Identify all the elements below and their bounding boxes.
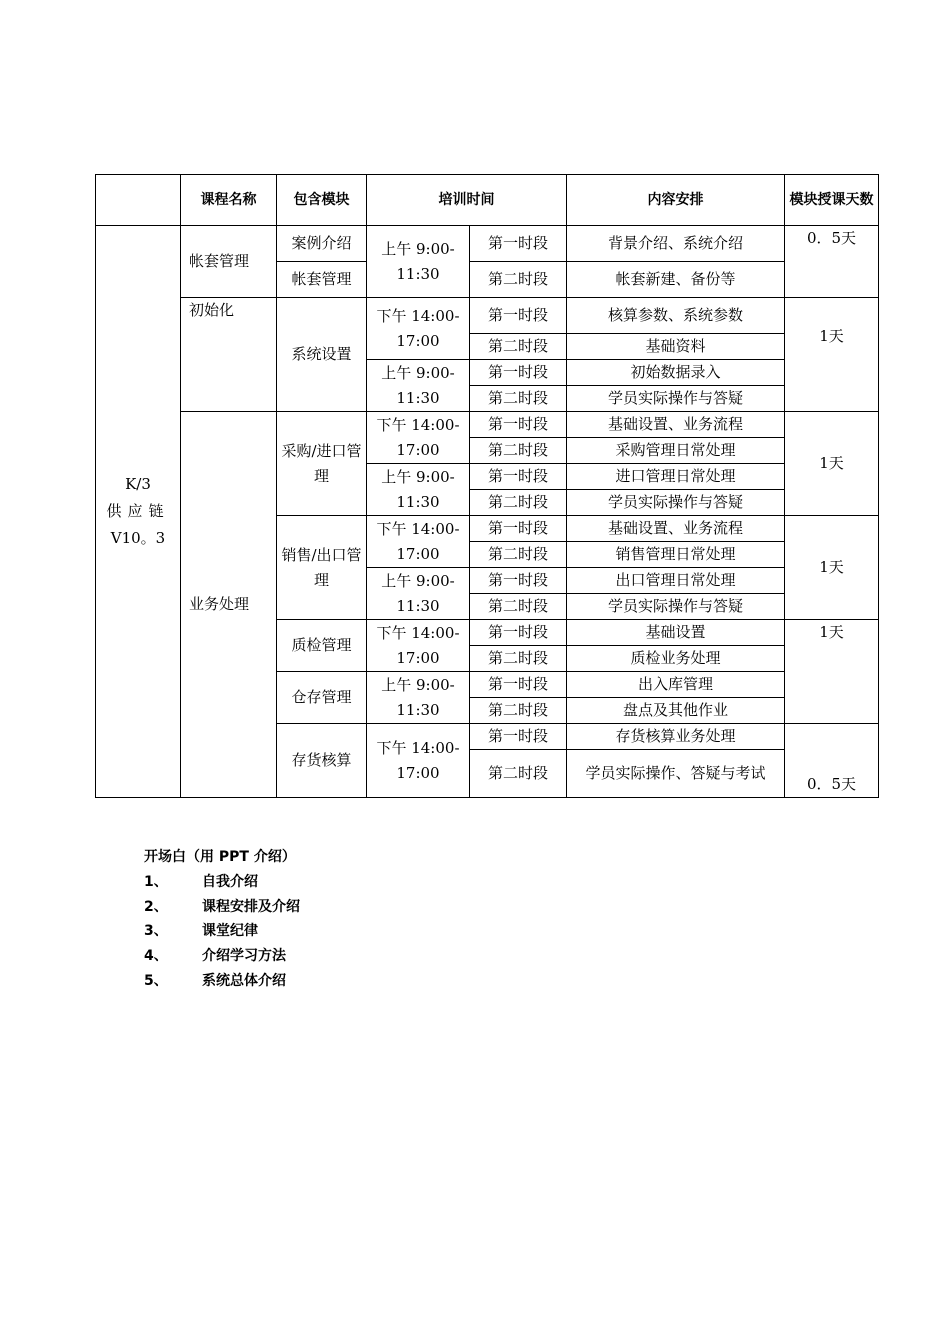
period-cell: 第一时段 xyxy=(470,620,567,646)
list-text: 课堂纪律 xyxy=(202,923,258,940)
content-cell: 学员实际操作与答疑 xyxy=(567,594,785,620)
period-cell: 第一时段 xyxy=(470,568,567,594)
list-item xyxy=(144,870,300,895)
list-item xyxy=(144,944,300,969)
period-cell: 第二时段 xyxy=(470,646,567,672)
period-cell: 第二时段 xyxy=(470,334,567,360)
content-cell: 采购管理日常处理 xyxy=(567,438,785,464)
time-cell: 下午 14:00-17:00 xyxy=(367,298,470,360)
list-item xyxy=(144,895,300,920)
content-cell: 出入库管理 xyxy=(567,672,785,698)
content-cell: 销售管理日常处理 xyxy=(567,542,785,568)
content-cell: 学员实际操作、答疑与考试 xyxy=(567,750,785,798)
time-cell: 下午 14:00-17:00 xyxy=(367,516,470,568)
period-cell: 第二时段 xyxy=(470,438,567,464)
content-cell: 背景介绍、系统介绍 xyxy=(567,226,785,262)
period-cell: 第二时段 xyxy=(470,698,567,724)
content-cell: 初始数据录入 xyxy=(567,360,785,386)
list-text: 课程安排及介绍 xyxy=(202,898,300,915)
days-cell: 1天 xyxy=(785,298,879,412)
header-training-time: 培训时间 xyxy=(367,175,567,226)
content-cell: 学员实际操作与答疑 xyxy=(567,490,785,516)
header-days: 模块授课天数 xyxy=(785,175,879,226)
content-cell: 核算参数、系统参数 xyxy=(567,298,785,334)
content-cell: 学员实际操作与答疑 xyxy=(567,386,785,412)
period-cell: 第一时段 xyxy=(470,516,567,542)
table-row xyxy=(96,298,879,334)
list-text: 系统总体介绍 xyxy=(202,972,286,989)
content-cell: 帐套新建、备份等 xyxy=(567,262,785,298)
content-cell: 基础设置 xyxy=(567,620,785,646)
module-purchase: 采购/进口管理 xyxy=(277,412,367,516)
header-course-name: 课程名称 xyxy=(181,175,277,226)
content-cell: 基础设置、业务流程 xyxy=(567,412,785,438)
list-item xyxy=(144,919,300,944)
header-row xyxy=(96,175,879,226)
list-text: 介绍学习方法 xyxy=(202,948,286,965)
module-case-intro: 案例介绍 xyxy=(277,226,367,262)
table-row xyxy=(96,412,879,438)
list-number: 4、 xyxy=(144,948,168,965)
category-account: 帐套管理 xyxy=(181,226,277,298)
content-cell: 出口管理日常处理 xyxy=(567,568,785,594)
days-cell: 1天 xyxy=(785,620,879,724)
module-sales: 销售/出口管理 xyxy=(277,516,367,620)
header-blank xyxy=(96,175,181,226)
training-schedule-table xyxy=(95,174,879,798)
time-cell: 下午 14:00-17:00 xyxy=(367,620,470,672)
list-number: 3、 xyxy=(144,923,168,940)
period-cell: 第一时段 xyxy=(470,672,567,698)
time-cell: 上午 9:00-11:30 xyxy=(367,226,470,298)
period-cell: 第二时段 xyxy=(470,542,567,568)
time-cell: 下午 14:00-17:00 xyxy=(367,412,470,464)
opening-title: 开场白（用 PPT 介绍） xyxy=(144,849,296,865)
course-line: 供应链 xyxy=(106,502,170,520)
time-cell: 上午 9:00-11:30 xyxy=(367,672,470,724)
list-number: 2、 xyxy=(144,898,168,915)
period-cell: 第二时段 xyxy=(470,490,567,516)
days-cell: 1天 xyxy=(785,412,879,516)
content-cell: 盘点及其他作业 xyxy=(567,698,785,724)
content-cell: 进口管理日常处理 xyxy=(567,464,785,490)
module-quality: 质检管理 xyxy=(277,620,367,672)
time-cell: 上午 9:00-11:30 xyxy=(367,568,470,620)
time-cell: 下午 14:00-17:00 xyxy=(367,724,470,798)
header-content: 内容安排 xyxy=(567,175,785,226)
period-cell: 第二时段 xyxy=(470,386,567,412)
table-row xyxy=(96,226,879,262)
period-cell: 第二时段 xyxy=(470,750,567,798)
module-warehouse: 仓存管理 xyxy=(277,672,367,724)
list-number: 5、 xyxy=(144,972,168,989)
course-line: V10。3 xyxy=(110,529,166,547)
period-cell: 第一时段 xyxy=(470,464,567,490)
content-cell: 存货核算业务处理 xyxy=(567,724,785,750)
period-cell: 第一时段 xyxy=(470,298,567,334)
module-system-setup: 系统设置 xyxy=(277,298,367,412)
time-cell: 上午 9:00-11:30 xyxy=(367,360,470,412)
header-modules: 包含模块 xyxy=(277,175,367,226)
category-business: 业务处理 xyxy=(181,412,277,798)
days-cell: 0．5天 xyxy=(785,226,879,298)
course-line: K/3 xyxy=(125,475,151,493)
content-cell: 基础设置、业务流程 xyxy=(567,516,785,542)
period-cell: 第一时段 xyxy=(470,724,567,750)
content-cell: 基础资料 xyxy=(567,334,785,360)
period-cell: 第二时段 xyxy=(470,594,567,620)
course-name-cell xyxy=(96,226,181,798)
module-inventory: 存货核算 xyxy=(277,724,367,798)
days-cell: 0．5天 xyxy=(785,724,879,798)
list-number: 1、 xyxy=(144,873,168,890)
days-cell: 1天 xyxy=(785,516,879,620)
period-cell: 第二时段 xyxy=(470,262,567,298)
opening-remarks xyxy=(144,845,300,994)
content-cell: 质检业务处理 xyxy=(567,646,785,672)
category-init: 初始化 xyxy=(181,298,277,412)
list-text: 自我介绍 xyxy=(202,873,258,890)
period-cell: 第一时段 xyxy=(470,360,567,386)
time-cell: 上午 9:00-11:30 xyxy=(367,464,470,516)
period-cell: 第一时段 xyxy=(470,412,567,438)
list-item xyxy=(144,969,300,994)
period-cell: 第一时段 xyxy=(470,226,567,262)
module-account-mgmt: 帐套管理 xyxy=(277,262,367,298)
